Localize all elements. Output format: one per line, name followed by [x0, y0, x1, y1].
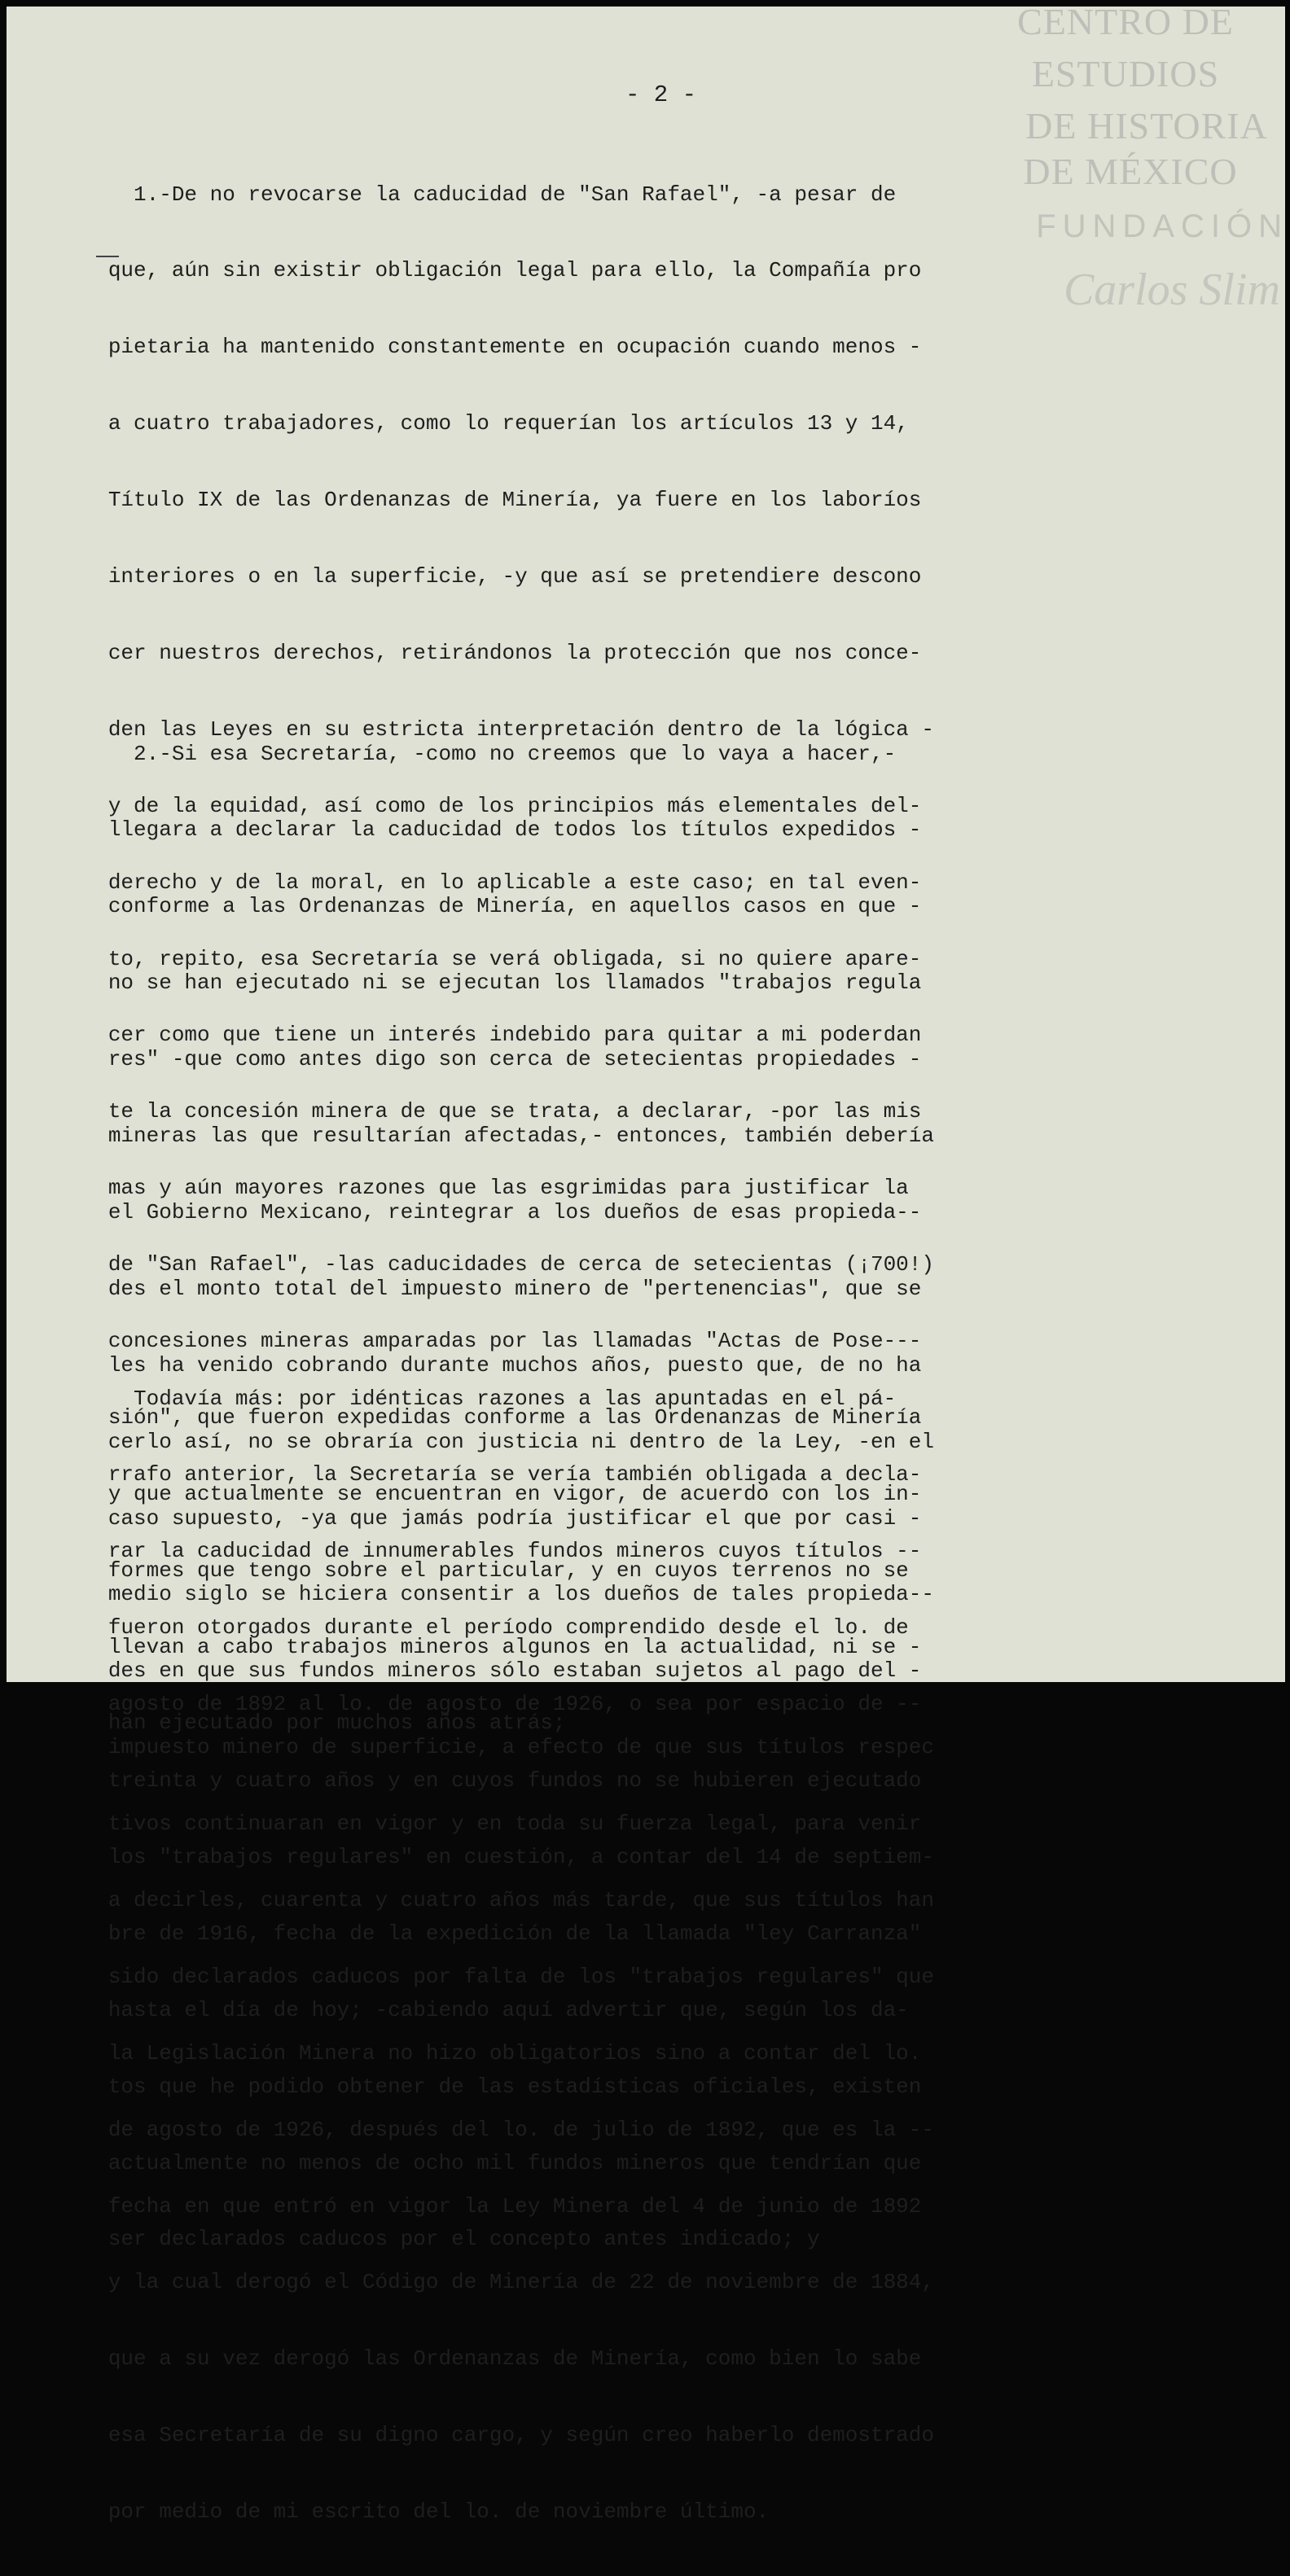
watermark-line: DE HISTORIA [1025, 105, 1268, 147]
text-line: formes que tengo sobre el particular, y en cuyos terrenos no se [7, 1557, 909, 1583]
text-line: fueron otorgados durante el período comprendido desde el lo. de [7, 1615, 909, 1641]
text-line: agosto de 1892 al lo. de agosto de 1926, o sea por espacio de -- [7, 1692, 922, 1717]
text-line: cer como que tiene un interés indebido para quitar a mi poderdan [7, 1023, 922, 1048]
text-line: medio siglo se hiciera consentir a los dueños de tales propieda-- [7, 1582, 934, 1607]
text-line: res" -que como antes digo son cerca de setecientas propiedades - [7, 1047, 922, 1072]
text-line: rrafo anterior, la Secretaría se vería también obligada a decla- [7, 1462, 922, 1487]
text-line: la Legislación Minera no hizo obligatorios sino a contar del lo. [7, 2040, 922, 2066]
text-line: que a su vez derogó las Ordenanzas de Minería, como bien lo sabe [7, 2346, 922, 2372]
text-line: sión", que fueron expedidas conforme a las Ordenanzas de Minería [7, 1404, 922, 1430]
text-line: des en que sus fundos mineros sólo estaban sujetos al pago del - [7, 1658, 922, 1684]
text-line: treinta y cuatro años y en cuyos fundos no se hubieren ejecutado [7, 1768, 922, 1794]
text-line: mas y aún mayores razones que las esgrimidas para justificar la [7, 1176, 909, 1201]
document-page [7, 1, 1288, 2525]
text-line: to, repito, esa Secretaría se verá obligada, si no quiere apare- [7, 946, 922, 971]
text-line: por medio de mi escrito del lo. de noviembre último. [7, 2499, 770, 2525]
text-line: han ejecutado por muchos años atrás; [7, 1711, 566, 1736]
watermark-line: ESTUDIOS [1031, 53, 1220, 94]
text-line: cerlo así, no se obraría con justicia ni dentro de la Ley, -en el [7, 1429, 934, 1454]
text-line: interiores o en la superficie, -y que así se pretendiere descono [7, 564, 922, 589]
text-line: te la concesión minera de que se trata, a declarar, -por las mis [7, 1099, 922, 1124]
text-line: y que actualmente se encuentran en vigor, de acuerdo con los in- [7, 1481, 922, 1506]
text-line: esa Secretaría de su digno cargo, y según creo haberlo demostrado [7, 2423, 934, 2448]
page-number: - 2 - [625, 81, 697, 108]
text-line: fecha en que entró en vigor la Ley Minera del 4 de junio de 1892 [7, 2193, 922, 2219]
text-line: tos que he podido obtener de las estadísticas oficiales, existen [7, 2074, 922, 2099]
watermark-fundacion: FUNDACIÓN [1036, 208, 1288, 244]
text-line: les ha venido cobrando durante muchos años, puesto que, de no ha [7, 1352, 922, 1378]
text-line: los "trabajos regulares" en cuestión, a contar del 14 de septiem- [7, 1844, 934, 1869]
text-line: bre de 1916, fecha de la expedición de la llamada "ley Carranza" [7, 1921, 922, 1946]
text-line: no se han ejecutado ni se ejecutan los llamados "trabajos regula [7, 970, 922, 996]
text-line: llegara a declarar la caducidad de todos los títulos expedidos - [7, 817, 922, 843]
text-line: a cuatro trabajadores, como lo requerían los artículos 13 y 14, [7, 411, 909, 436]
text-line: den las Leyes en su estricta interpretación dentro de la lógica - [7, 716, 934, 742]
text-line: mineras las que resultarían afectadas,- entonces, también debería [7, 1124, 934, 1149]
text-line: 2.-Si esa Secretaría, -como no creemos que lo vaya a hacer,- [7, 741, 897, 766]
text-line: el Gobierno Mexicano, reintegrar a los dueños de esas propieda-- [7, 1199, 922, 1224]
text-line: y de la equidad, así como de los principios más elementales del- [7, 793, 922, 818]
text-line: actualmente no menos de ocho mil fundos mineros que tendrían que [7, 2150, 922, 2175]
text-line: pietaria ha mantenido constantemente en ocupación cuando menos - [7, 335, 922, 360]
text-line: llevan a cabo trabajos mineros algunos en la actualidad, ni se - [7, 1634, 922, 1659]
text-line: ser declarados caducos por el concepto antes indicado; y [7, 2227, 820, 2252]
text-line: de agosto de 1926, después del lo. de julio de 1892, que es la -- [7, 2117, 934, 2142]
text-line: a decirles, cuarenta y cuatro años más tarde, que sus títulos han [7, 1887, 934, 1912]
text-line: caso supuesto, -ya que jamás podría justificar el que por casi - [7, 1505, 922, 1531]
watermark-line: CENTRO DE [1017, 1, 1234, 42]
text-line: y la cual derogó el Código de Minería de 22 de noviembre de 1884, [7, 2270, 934, 2295]
text-line: 1.-De no revocarse la caducidad de "San Rafael", -a pesar de [7, 182, 897, 207]
text-line: concesiones mineras amparadas por las llamadas "Actas de Pose--- [7, 1328, 922, 1353]
text-line: Título IX de las Ordenanzas de Minería, ya fuere en los laboríos [7, 488, 922, 513]
text-line: conforme a las Ordenanzas de Minería, en aquellos casos en que - [7, 894, 922, 919]
text-line: tivos continuaran en vigor y en toda su fuerza legal, para venir [7, 1812, 922, 1837]
text-line: derecho y de la moral, en lo aplicable a este caso; en tal even- [7, 870, 922, 895]
text-line: de "San Rafael", -las caducidades de cerca de setecientas (¡700!) [7, 1252, 934, 1277]
paragraph-3 [7, 1335, 934, 2303]
watermark-line: DE MÉXICO [1023, 151, 1238, 192]
text-line: impuesto minero de superficie, a efecto de que sus títulos respec [7, 1735, 934, 1760]
text-line: hasta el día de hoy; -cabiendo aquí advertir que, según los da- [7, 1997, 909, 2022]
text-line: sido declarados caducos por falta de los "trabajos regulares" que [7, 1964, 934, 1989]
text-line: rar la caducidad de innumerables fundos mineros cuyos títulos -- [7, 1539, 922, 1564]
watermark-signature: Carlos Slim [1063, 265, 1280, 315]
text-line: Todavía más: por idénticas razones a las apuntadas en el pá- [7, 1386, 897, 1411]
text-line: cer nuestros derechos, retirándonos la protección que nos conce- [7, 640, 922, 665]
text-line: que, aún sin existir obligación legal para ello, la Compañía pro [7, 258, 922, 283]
text-line: des el monto total del impuesto minero de "pertenencias", que se [7, 1276, 922, 1301]
